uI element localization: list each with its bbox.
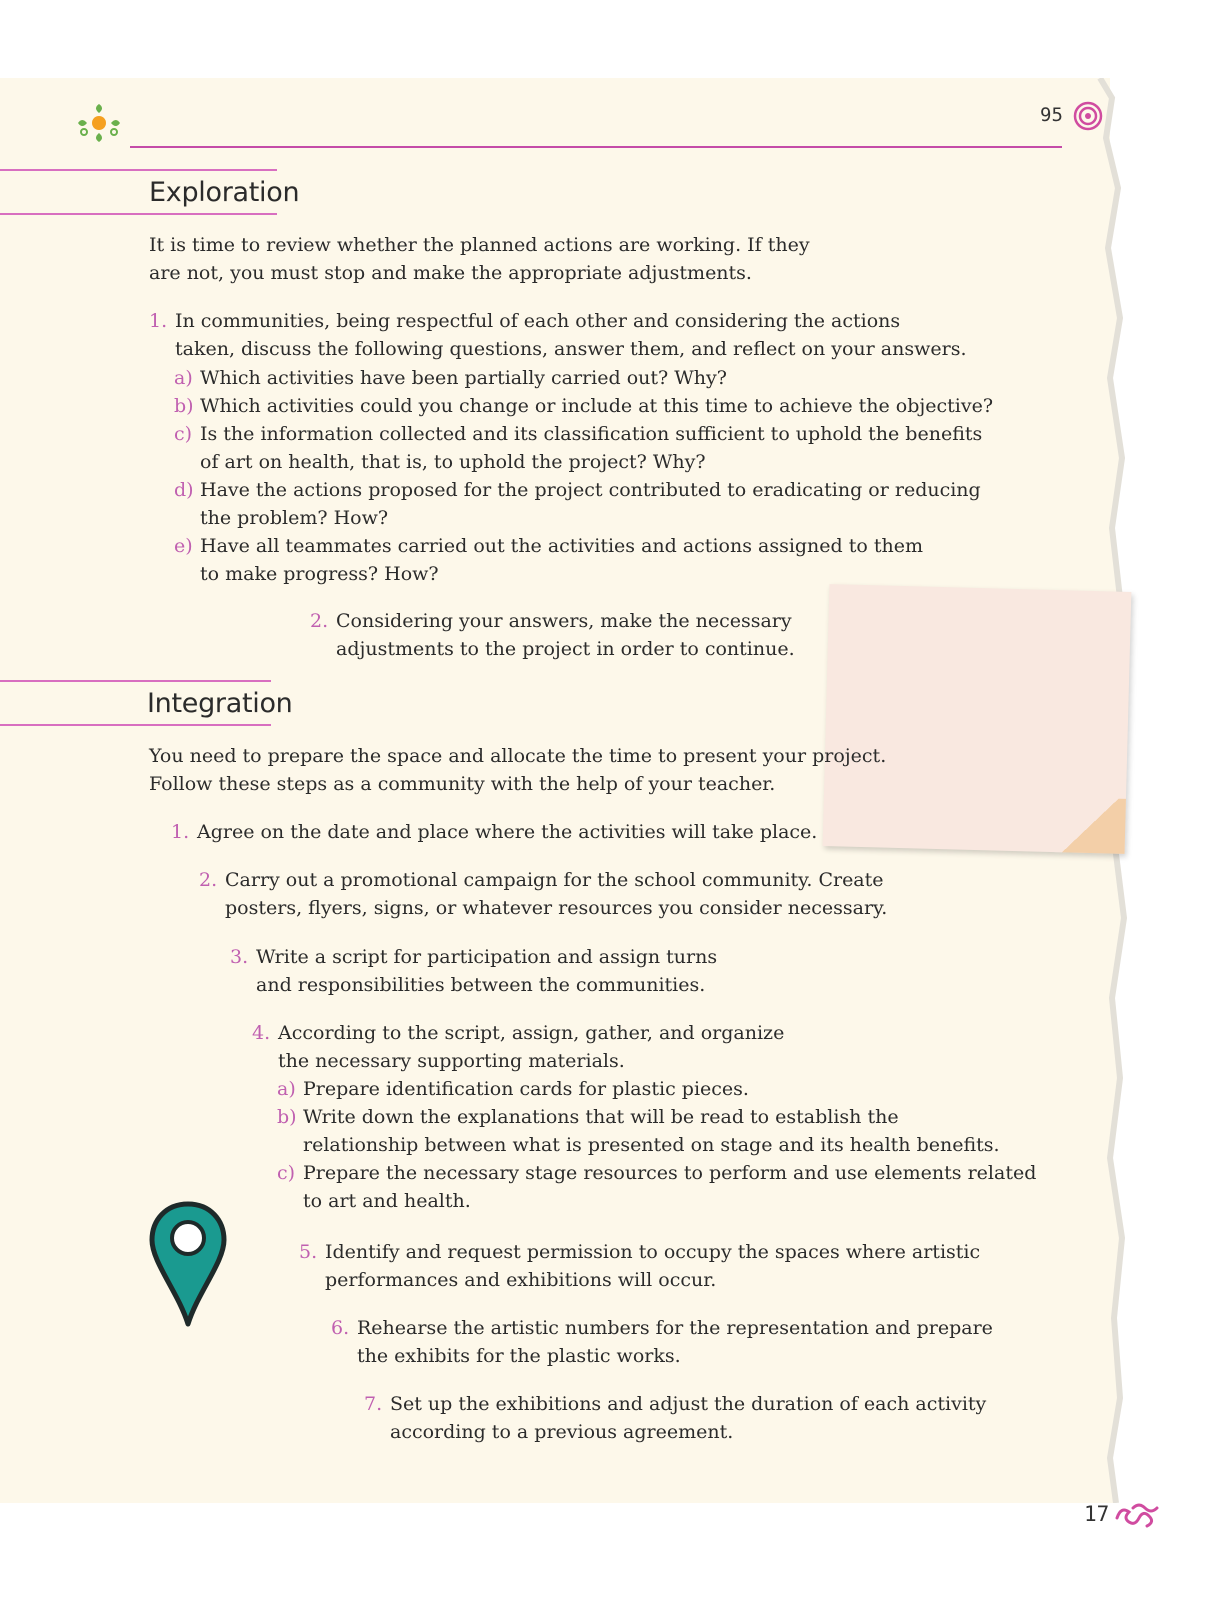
item-line: adjustments to the project in order to continue. [336,638,795,660]
item-line: Write a script for participation and assign turns [256,946,718,968]
item-line: the exhibits for the plastic works. [357,1345,681,1367]
sticky-note [823,584,1132,854]
header-rule [130,146,1062,148]
integration-sub-c [277,1159,1037,1215]
page-number-bottom: 17 [1084,1502,1110,1526]
intro-line: It is time to review whether the planned actions are working. If they [149,234,810,256]
item-line: according to a previous agreement. [390,1421,734,1443]
item-line: posters, flyers, signs, or whatever resources you consider necessary. [225,897,888,919]
item-line: Carry out a promotional campaign for the school community. Create [225,869,884,891]
item-line: Agree on the date and place where the activities will take place. [197,821,818,843]
sub-label: a) [174,367,193,389]
exploration-sub-a [174,364,727,392]
item-number: 4. [252,1022,271,1044]
sub-line: the problem? How? [200,507,389,529]
page-number-top: 95 [1040,104,1063,126]
integration-item-2 [199,866,888,922]
sub-line: Write down the explanations that will be read to establish the [303,1106,899,1128]
integration-sub-a [277,1075,749,1103]
integration-item-3 [230,943,718,999]
sub-line: relationship between what is presented on stage and its health benefits. [303,1134,1000,1156]
item-number: 5. [299,1241,318,1263]
sub-label: c) [277,1162,296,1184]
sub-label: b) [277,1106,297,1128]
spiral-icon [1072,100,1104,132]
integration-rule-top [0,680,271,682]
exploration-item-1 [149,307,967,363]
sub-line: Have the actions proposed for the project contributed to eradicating or reducing [200,479,981,501]
sub-line: Which activities could you change or include at this time to achieve the objective? [200,395,994,417]
sub-line: to art and health. [303,1190,471,1212]
location-pin-icon [148,1200,228,1330]
exploration-rule-bottom [0,213,277,215]
item-number: 1. [149,310,168,332]
sub-label: e) [174,535,193,557]
sub-line: Is the information collected and its classification sufficient to uphold the benefits [200,423,983,445]
item-line: Considering your answers, make the necessary [336,610,792,632]
intro-line: are not, you must stop and make the appropriate adjustments. [149,262,752,284]
integration-item-1 [171,818,818,846]
sub-line: Which activities have been partially carried out? Why? [200,367,727,389]
item-number: 2. [310,610,329,632]
item-line: Rehearse the artistic numbers for the representation and prepare [357,1317,993,1339]
sub-label: b) [174,395,194,417]
integration-sub-b [277,1103,1000,1159]
item-line: performances and exhibitions will occur. [325,1269,717,1291]
item-line: According to the script, assign, gather, and organize [278,1022,785,1044]
intro-line: Follow these steps as a community with the help of your teacher. [149,773,776,795]
item-number: 2. [199,869,218,891]
integration-title: Integration [147,688,293,719]
item-line: the necessary supporting materials. [278,1050,625,1072]
swirl-ornament-icon [1113,1500,1161,1530]
flower-logo-icon [72,100,126,154]
sticky-note-curl [1055,797,1126,854]
exploration-sub-c [174,420,983,476]
sub-line: of art on health, that is, to uphold the project? Why? [200,451,706,473]
exploration-sub-b [174,392,994,420]
exploration-sub-d [174,476,981,532]
integration-item-6 [331,1314,993,1370]
item-number: 6. [331,1317,350,1339]
sub-line: Prepare the necessary stage resources to perform and use elements related [303,1162,1037,1184]
item-line: taken, discuss the following questions, answer them, and reflect on your answers. [175,338,967,360]
exploration-item-2 [310,607,795,663]
sub-line: Prepare identification cards for plastic pieces. [303,1078,749,1100]
integration-rule-bottom [0,724,271,726]
integration-intro [149,742,886,798]
integration-item-5 [299,1238,981,1294]
sub-line: Have all teammates carried out the activities and actions assigned to them [200,535,923,557]
item-number: 3. [230,946,249,968]
exploration-rule-top [0,169,277,171]
sub-label: a) [277,1078,296,1100]
exploration-sub-e [174,532,923,588]
sub-label: d) [174,479,194,501]
exploration-title: Exploration [149,177,300,208]
integration-item-4 [252,1019,785,1075]
item-line: and responsibilities between the communities. [256,974,706,996]
sub-label: c) [174,423,193,445]
item-line: Set up the exhibitions and adjust the duration of each activity [390,1393,987,1415]
exploration-intro [149,231,810,287]
integration-item-7 [364,1390,987,1446]
item-line: In communities, being respectful of each other and considering the actions [175,310,901,332]
item-line: Identify and request permission to occupy the spaces where artistic [325,1241,981,1263]
item-number: 1. [171,821,190,843]
item-number: 7. [364,1393,383,1415]
sub-line: to make progress? How? [200,563,439,585]
intro-line: You need to prepare the space and allocate the time to present your project. [149,745,887,767]
